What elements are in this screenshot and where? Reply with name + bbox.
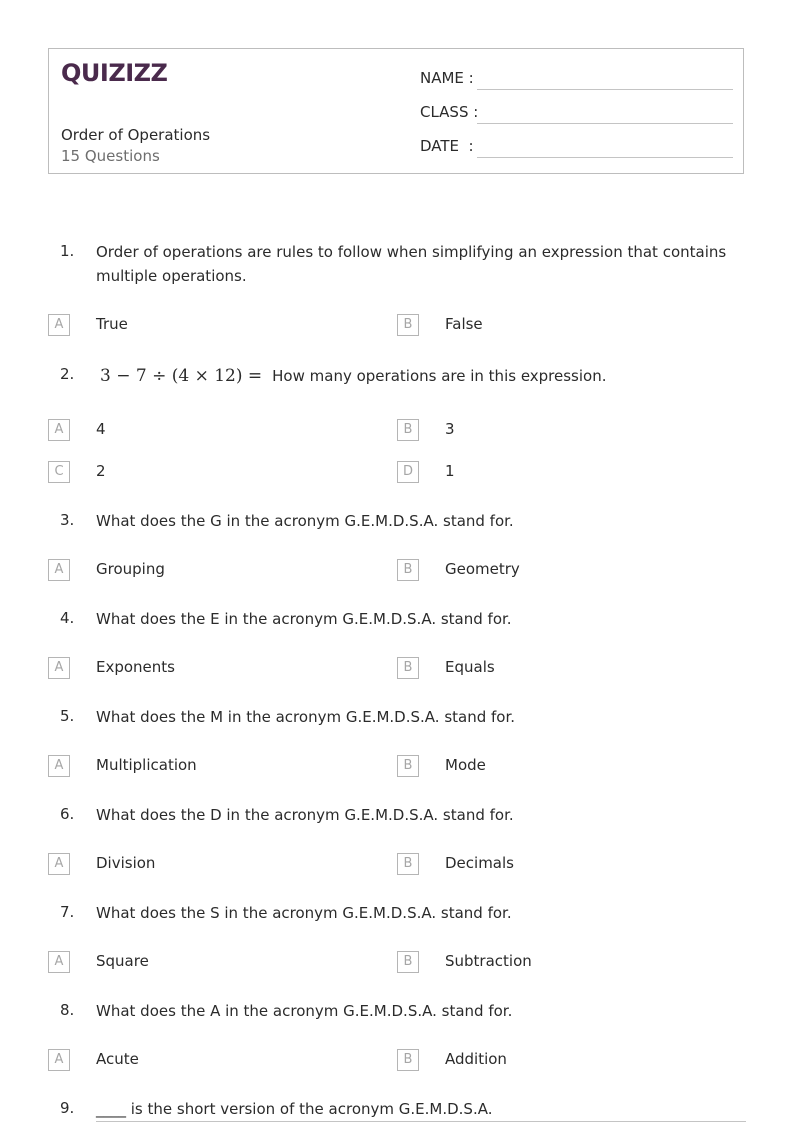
question-count: 15 Questions (61, 147, 160, 165)
question-number: 9. (60, 1099, 75, 1117)
question-number: 5. (60, 707, 75, 725)
option-text: Grouping (96, 560, 165, 578)
question-number: 3. (60, 511, 75, 529)
option-text: Geometry (445, 560, 520, 578)
option-letter-box[interactable]: B (397, 1049, 419, 1071)
option-letter-box[interactable]: B (397, 314, 419, 336)
answer-line[interactable] (96, 1121, 746, 1122)
option-text: Exponents (96, 658, 175, 676)
option-text: Division (96, 854, 156, 872)
option-letter-box[interactable]: C (48, 461, 70, 483)
class-label: CLASS : (420, 103, 479, 121)
option-letter-box[interactable]: A (48, 419, 70, 441)
question-text-row (100, 364, 740, 388)
option-letter-box[interactable]: A (48, 657, 70, 679)
option-letter-box[interactable]: A (48, 951, 70, 973)
name-field[interactable] (477, 89, 733, 90)
option-text: 3 (445, 420, 455, 438)
worksheet-title: Order of Operations (61, 126, 211, 144)
question-text: What does the A in the acronym G.E.M.D.S.A. stand for. (96, 1002, 513, 1020)
option-text: True (96, 315, 128, 333)
option-letter-box[interactable]: D (397, 461, 419, 483)
option-letter-box[interactable]: B (397, 853, 419, 875)
option-text: 2 (96, 462, 106, 480)
question-text: What does the G in the acronym G.E.M.D.S.A. stand for. (96, 512, 514, 530)
question-text: What does the M in the acronym G.E.M.D.S.A. stand for. (96, 708, 516, 726)
question-text: How many operations are in this expression. (272, 367, 607, 385)
question-number: 6. (60, 805, 75, 823)
option-text: Addition (445, 1050, 507, 1068)
option-letter-box[interactable]: B (397, 559, 419, 581)
option-text: Acute (96, 1050, 139, 1068)
option-letter-box[interactable]: B (397, 951, 419, 973)
option-letter-box[interactable]: A (48, 314, 70, 336)
option-text: Multiplication (96, 756, 197, 774)
question-number: 7. (60, 903, 75, 921)
question-number: 4. (60, 609, 75, 627)
question-text: What does the D in the acronym G.E.M.D.S.A. stand for. (96, 806, 514, 824)
name-label: NAME : (420, 69, 474, 87)
option-letter-box[interactable]: B (397, 657, 419, 679)
question-text: What does the S in the acronym G.E.M.D.S.A. stand for. (96, 904, 512, 922)
option-letter-box[interactable]: A (48, 853, 70, 875)
question-text: What does the E in the acronym G.E.M.D.S.A. stand for. (96, 610, 512, 628)
question-number: 8. (60, 1001, 75, 1019)
quizizz-logo: QUIZIZZ (61, 59, 168, 87)
worksheet-header (48, 48, 744, 174)
option-letter-box[interactable]: A (48, 755, 70, 777)
question-number: 1. (60, 242, 75, 260)
option-text: False (445, 315, 483, 333)
option-letter-box[interactable]: A (48, 559, 70, 581)
option-text: Mode (445, 756, 486, 774)
option-text: Equals (445, 658, 495, 676)
date-field[interactable] (477, 157, 733, 158)
math-expression: 3 − 7 ÷ (4 × 12) = (100, 366, 263, 386)
class-field[interactable] (477, 123, 733, 124)
option-text: 1 (445, 462, 455, 480)
option-letter-box[interactable]: B (397, 755, 419, 777)
option-letter-box[interactable]: A (48, 1049, 70, 1071)
question-text: ____ is the short version of the acronym G.E.M.D.S.A. (96, 1100, 493, 1118)
option-text: Square (96, 952, 149, 970)
question-text: Order of operations are rules to follow when simplifying an expression that contains multiple operations. (96, 243, 727, 285)
question-number: 2. (60, 365, 75, 383)
date-label: DATE : (420, 137, 474, 155)
option-text: 4 (96, 420, 106, 438)
option-text: Subtraction (445, 952, 532, 970)
option-letter-box[interactable]: B (397, 419, 419, 441)
option-text: Decimals (445, 854, 514, 872)
